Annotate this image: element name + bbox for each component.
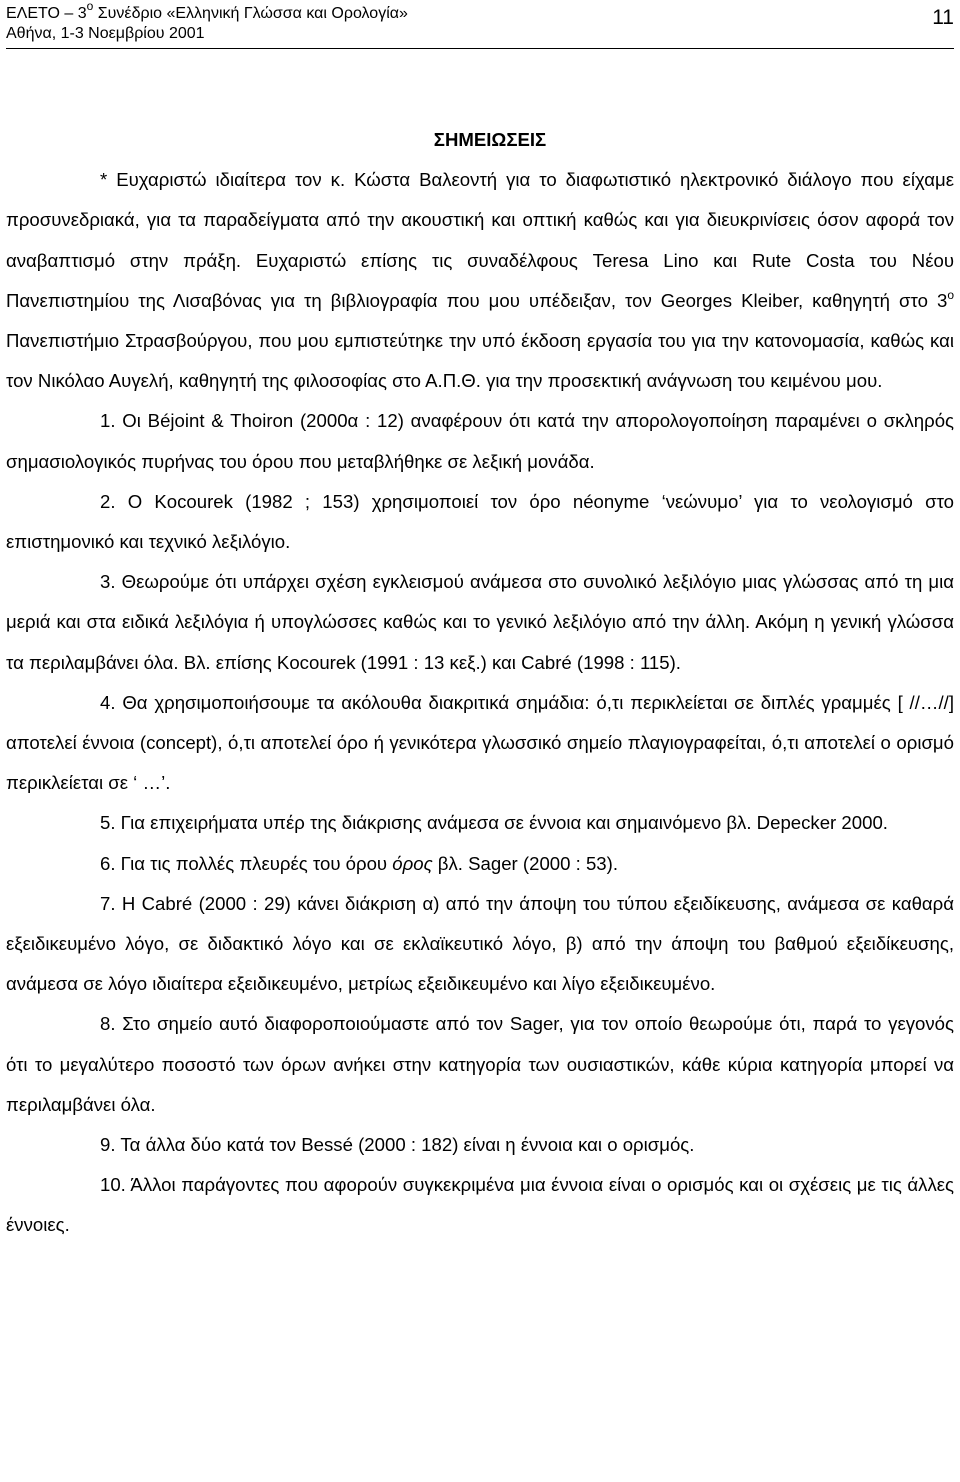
running-header: [6, 0, 954, 44]
note-7: 7. Η Cabré (2000 : 29) κάνει διάκριση α) από την άποψη του τύπου εξειδίκευσης, ανάμεσα σε καθαρά εξειδικευμένο λόγο, σε διδακτικό λόγο και σε εκλαϊκευτικό λόγο, β) από την άποψη του βαθμού εξειδίκευσης, ανάμεσα σε λόγο ιδιαίτερα εξειδικευμένο, μετρίως εξειδικευμένο και λίγο εξειδικευμένο.: [6, 892, 954, 995]
note-6-italic-term: όρος: [392, 852, 433, 874]
note-6-text-rest: βλ. Sager (2000 : 53).: [432, 852, 619, 874]
section-heading: ΣΗΜΕΙΩΣΕΙΣ: [433, 129, 547, 150]
note-2: 2. Ο Kocourek (1982 ; 153) χρησιμοποιεί τον όρο néonyme ‘νεώνυμο’ για το νεολογισμό στο επιστημονικό και τεχνικό λεξιλόγιο.: [6, 490, 954, 553]
ordinal-superscript: ο: [947, 287, 954, 302]
note-10: 10. Άλλοι παράγοντες που αφορούν συγκεκριμένα μια έννοια είναι ο ορισμός και οι σχέσεις με τις άλλες έννοιες.: [6, 1174, 954, 1236]
ordinal-superscript: ο: [86, 0, 94, 13]
conference-date: Αθήνα, 1-3 Νοεμβρίου 2001: [6, 25, 205, 42]
notes-section: [6, 120, 954, 1246]
note-5: 5. Για επιχειρήματα υπέρ της διάκρισης ανάμεσα σε έννοια και σημαινόμενο βλ. Depecker 2000.: [100, 812, 888, 834]
page-number: 11: [932, 6, 954, 29]
acknowledgement-text-rest: Πανεπιστήμιο Στρασβούργου, που μου εμπιστεύτηκε την υπό έκδοση εργασία του για την κατονομασία, καθώς και τον Νικόλαο Αυγελή, καθηγητή της φιλοσοφίας στο Α.Π.Θ. για την προσεκτική ανάγνωση του κειμένου μου.: [6, 330, 954, 392]
note-6-text: 6. Για τις πολλές πλευρές του όρου: [100, 852, 393, 874]
header-divider: [6, 48, 954, 49]
conference-title-rest: Συνέδριο «Ελληνική Γλώσσα και Ορολογία»: [93, 5, 408, 22]
note-8: 8. Στο σημείο αυτό διαφοροποιούμαστε από τον Sager, για τον οποίο θεωρούμε ότι, παρά το γεγονός ότι το μεγαλύτερο ποσοστό των όρων ανήκει στην κατηγορία των ουσιαστικών, κάθε κύρια κατηγορία μπορεί να περιλαμβάνει όλα.: [6, 1013, 954, 1115]
note-6: [6, 844, 954, 884]
acknowledgement-note: [6, 160, 954, 401]
conference-title-text: ΕΛΕΤΟ – 3: [6, 5, 87, 22]
note-9: 9. Τα άλλα δύο κατά τον Bessé (2000 : 182) είναι η έννοια και ο ορισμός.: [100, 1134, 695, 1156]
acknowledgement-text: * Ευχαριστώ ιδιαίτερα τον κ. Κώστα Βαλεοντή για το διαφωτιστικό ηλεκτρονικό διάλογο που είχαμε προσυνεδριακά, για τα παραδείγματα από την ακουστική και οπτική καθώς και για διευκρινίσεις όσον αφορά τον αναβαπτισμό στην πράξη. Ευχαριστώ επίσης τις συναδέλφους Teresa Lino και Rute Costa του Νέου Πανεπιστημίου της Λισαβόνας για τη βιβλιογραφία που μου υπέδειξαν, τον Georges Kleiber, καθηγητή στο 3: [6, 169, 954, 311]
note-1: 1. Οι Béjoint & Thoiron (2000α : 12) αναφέρουν ότι κατά την απορολογοποίηση παραμένει ο σκληρός σημασιολογικός πυρήνας του όρου που μεταβλήθηκε σε λεξική μονάδα.: [6, 410, 954, 472]
note-3: 3. Θεωρούμε ότι υπάρχει σχέση εγκλεισμού ανάμεσα στο συνολικό λεξιλόγιο μιας γλώσσας από τη μια μεριά και στα ειδικά λεξιλόγια ή υπογλώσσες καθώς και το γενικό λεξιλόγιο από την άλλη. Ακόμη η γενική γλώσσα τα περιλαμβάνει όλα. Βλ. επίσης Kocourek (1991 : 13 κεξ.) και Cabré (1998 : 115).: [6, 571, 954, 673]
conference-title: [6, 0, 954, 24]
note-4: 4. Θα χρησιμοποιήσουμε τα ακόλουθα διακριτικά σημάδια: ό,τι περικλείεται σε διπλές γραμμές [ //…//] αποτελεί έννοια (concept), ό,τι αποτελεί όρο ή γενικότερα γλωσσικό σημείο πλαγιογραφείται, ό,τι αποτελεί ο ορισμό περικλείεται σε ‘ …’.: [6, 691, 954, 794]
